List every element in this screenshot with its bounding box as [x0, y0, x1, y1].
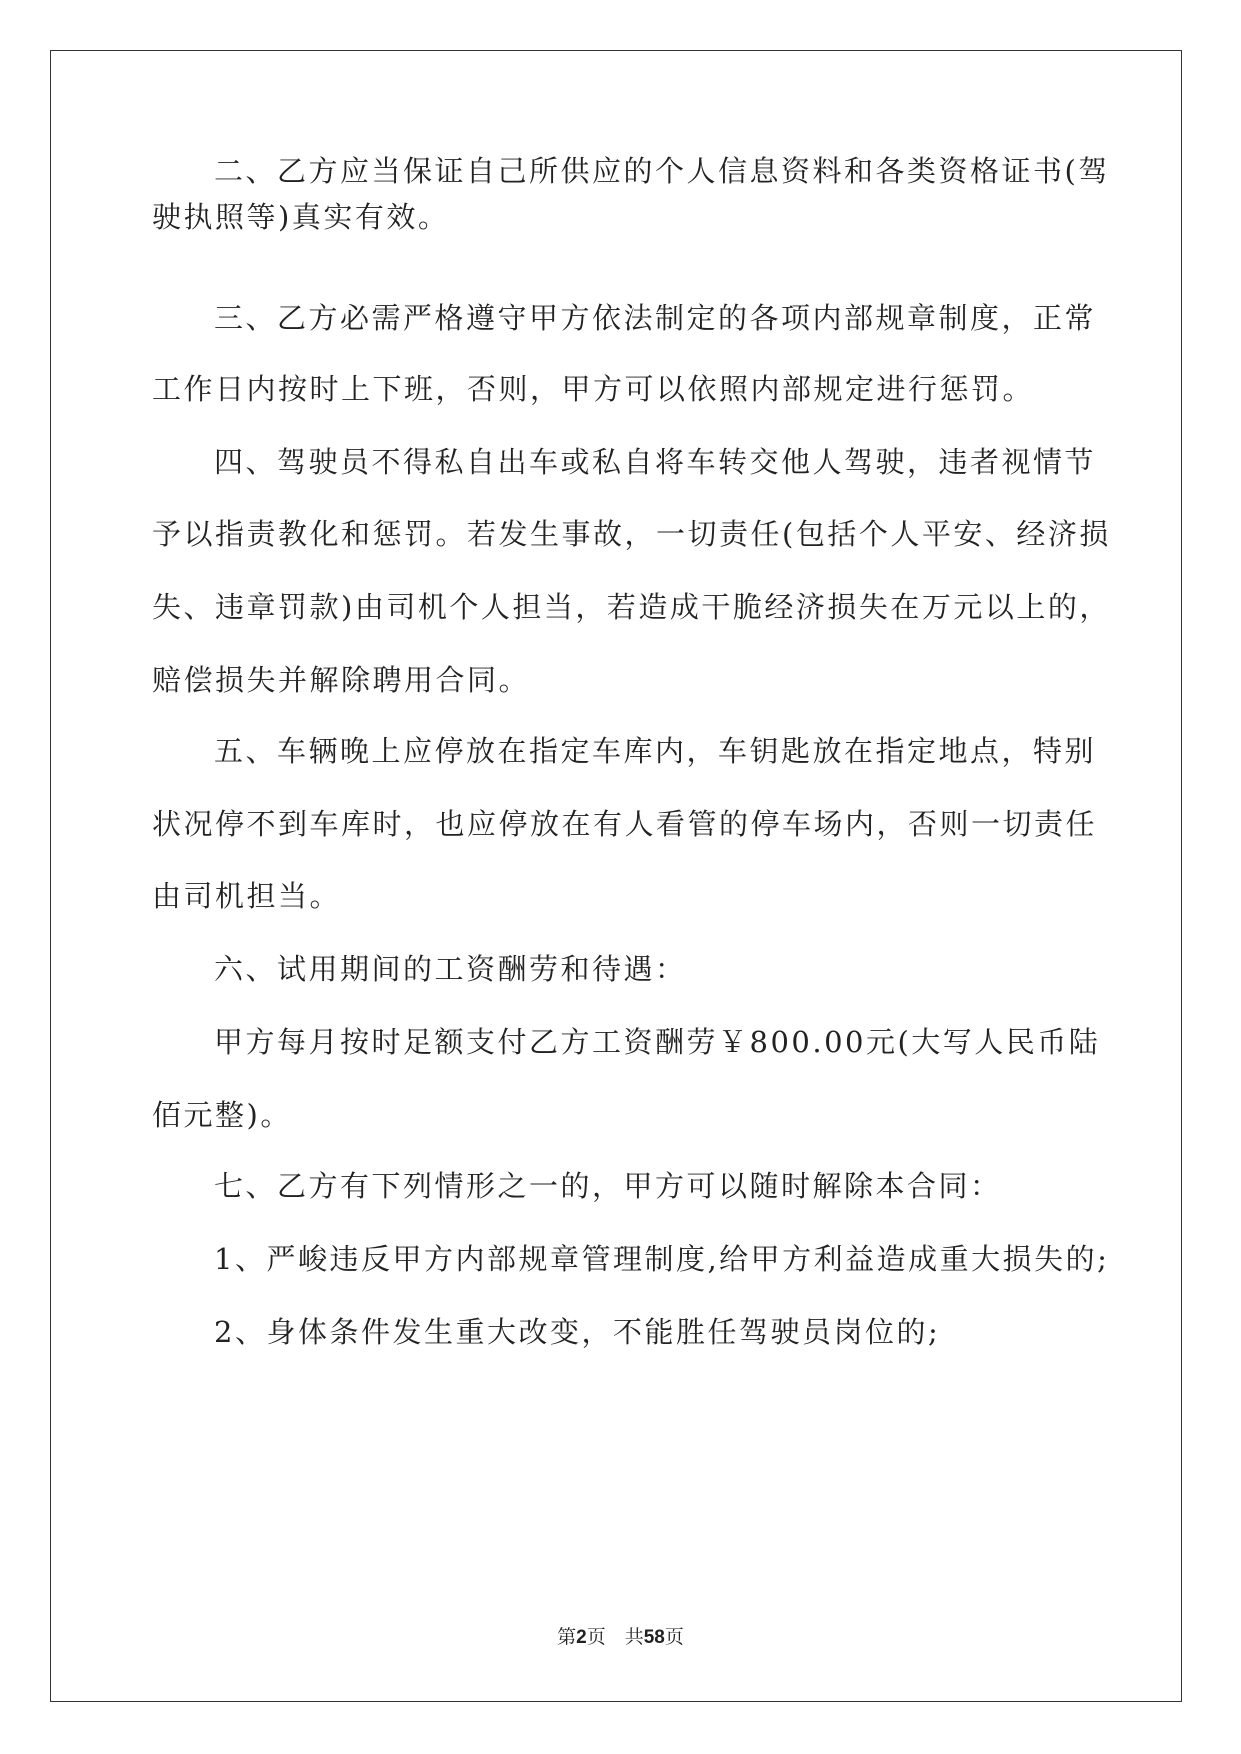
- text-line: 状况停不到车库时，也应停放在有人看管的停车场内，否则一切责任: [152, 807, 1098, 841]
- text-line: 甲方每月按时足额支付乙方工资酬劳￥800.00元(大写人民币陆: [214, 1025, 1101, 1059]
- text-line: 三、乙方必需严格遵守甲方依法制定的各项内部规章制度，正常: [214, 301, 1097, 335]
- page-footer: [0, 1622, 1241, 1649]
- text-line: 2、身体条件发生重大改变，不能胜任驾驶员岗位的;: [214, 1315, 941, 1349]
- text-line: 六、试用期间的工资酬劳和待遇：: [214, 952, 687, 986]
- text-line: 予以指责教化和惩罚。若发生事故，一切责任(包括个人平安、经济损: [152, 517, 1111, 551]
- footer-total-pages: 58: [643, 1627, 665, 1648]
- footer-mid: 页 共: [586, 1627, 644, 1648]
- text-line: 失、违章罚款)由司机个人担当，若造成干脆经济损失在万元以上的，: [152, 590, 1111, 624]
- footer-page-number: 2: [576, 1627, 587, 1648]
- text-line: 由司机担当。: [152, 879, 342, 913]
- text-line: 1、严峻违反甲方内部规章管理制度,给甲方利益造成重大损失的;: [214, 1242, 1110, 1276]
- footer-prefix: 第: [557, 1627, 577, 1648]
- text-line: 驶执照等)真实有效。: [152, 200, 450, 234]
- text-line: 四、驾驶员不得私自出车或私自将车转交他人驾驶，违者视情节: [214, 445, 1097, 479]
- text-line: 工作日内按时上下班，否则，甲方可以依照内部规定进行惩罚。: [152, 372, 1035, 406]
- text-line: 佰元整)。: [152, 1098, 292, 1132]
- text-line: 赔偿损失并解除聘用合同。: [152, 663, 531, 697]
- footer-suffix: 页: [664, 1627, 684, 1648]
- text-line: 二、乙方应当保证自己所供应的个人信息资料和各类资格证书(驾: [214, 154, 1110, 188]
- page-border: [50, 50, 1182, 1702]
- text-line: 五、车辆晚上应停放在指定车库内，车钥匙放在指定地点，特别: [214, 734, 1097, 768]
- text-line: 七、乙方有下列情形之一的，甲方可以随时解除本合同：: [214, 1169, 1002, 1203]
